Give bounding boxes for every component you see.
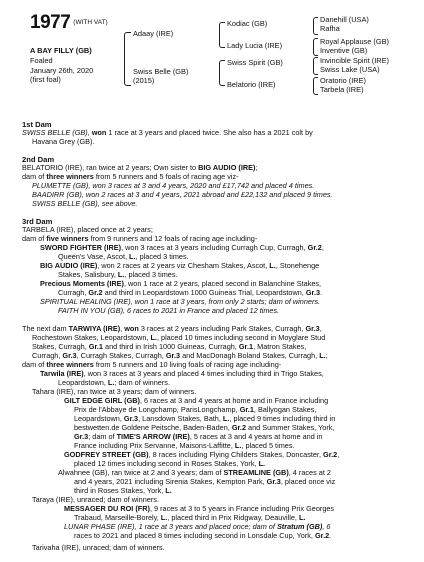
highlight-text: Gr.3 bbox=[62, 351, 77, 360]
body-text: Tahara (IRE), ran twice at 3 years; dam of winners. bbox=[32, 387, 197, 396]
greatgrand-2: Rafha bbox=[320, 24, 340, 33]
first-dam-won: won bbox=[89, 128, 107, 137]
body-text: , Lansdown Stakes, Bath, bbox=[138, 414, 223, 423]
body-text: , 6 bbox=[322, 522, 331, 531]
highlight-text: TARWIYA (IRE) bbox=[68, 324, 121, 333]
body-text: , placed 3 times. bbox=[124, 270, 178, 279]
body-text: , 8 races including Flying Childers Stakes, Doncaster, bbox=[148, 450, 324, 459]
body-text: Queen's Vase, Ascot, bbox=[58, 252, 130, 261]
foaled-date: January 26th, 2020 bbox=[30, 66, 94, 75]
highlight-text: STREAMLINE (GB) bbox=[223, 468, 289, 477]
highlight-text: Gr.2 bbox=[88, 288, 103, 297]
body-text: , Matron Stakes, bbox=[253, 342, 307, 351]
foaled-label: Foaled bbox=[30, 56, 53, 65]
second-dam-line-4: BAADIRR (GB), won 2 races at 3 and 4 years, 2021 abroad and £22,132 and placed 9 times. bbox=[32, 190, 333, 199]
second-dam-text-a: BELATORIO (IRE), ran twice at 2 years; Own sister to bbox=[22, 163, 199, 172]
greatgrand-8: Tarbela (IRE) bbox=[320, 85, 364, 94]
grandsire-1: Kodiac (GB) bbox=[227, 19, 268, 28]
body-text: Prix de l'Abbaye de Longchamp, ParisLongchamp, bbox=[74, 405, 240, 414]
greatgrand-4: Inventive (GB) bbox=[320, 46, 368, 55]
body-text: , won 3 races at 3 years including Curragh Cup, Curragh, bbox=[121, 243, 308, 252]
highlight-text: Gr.3 bbox=[165, 351, 181, 360]
highlight-text: TIME'S ARROW (IRE) bbox=[116, 432, 190, 441]
body-text: and third in Irish 1000 Guineas, Curragh, bbox=[102, 342, 239, 351]
highlight-text: L. bbox=[129, 252, 136, 261]
third-dam-title: 3rd Dam bbox=[22, 217, 53, 226]
highlight-text: GILT EDGE GIRL (GB) bbox=[64, 396, 140, 405]
body-text: Trabaud, Marseille-Borely, bbox=[74, 513, 161, 522]
body-text: , placed 9 times including third in bbox=[229, 414, 336, 423]
vat-note: (WITH VAT) bbox=[73, 19, 108, 26]
highlight-text: L. bbox=[234, 441, 242, 450]
body-text: , won 3 races at 3 years and placed 4 times including third in Trigo Stakes, bbox=[83, 369, 324, 378]
body-text: , Ballyogan Stakes, bbox=[253, 405, 317, 414]
body-text: dam of bbox=[22, 234, 47, 243]
body-text: dam of bbox=[22, 360, 47, 369]
highlight-text: Precious Moments (IRE) bbox=[40, 279, 124, 288]
highlight-text: Gr.2 bbox=[307, 243, 322, 252]
body-text: , placed 10 times including second in Moyglare Stud bbox=[156, 333, 326, 342]
body-text: . bbox=[320, 288, 323, 297]
highlight-text: Gr.2 bbox=[231, 423, 247, 432]
body-text: ; bbox=[325, 351, 328, 360]
highlight-text: five winners bbox=[46, 234, 89, 243]
body-text: , placed 5 times. bbox=[241, 441, 295, 450]
third-dam-line bbox=[58, 307, 279, 316]
body-text: , 6 races at 3 and 4 years at home and in France including bbox=[139, 396, 329, 405]
highlight-text: SWORD FIGHTER (IRE) bbox=[40, 243, 122, 252]
highlight-text: L. bbox=[117, 270, 125, 279]
body-text: , 9 races at 3 to 5 years in France including Prix Georges bbox=[149, 504, 335, 513]
ggs-brace-3 bbox=[313, 57, 318, 75]
body-text: The next dam bbox=[22, 324, 69, 333]
body-text: FAITH IN YOU (GB), 6 races to 2021 in France and placed 12 times. bbox=[58, 306, 280, 315]
highlight-text: Gr.3 bbox=[305, 324, 320, 333]
highlight-text: L. bbox=[222, 414, 230, 423]
body-text: , won 2 races at 2 years viz Chesham Stakes, Ascot, bbox=[97, 261, 270, 270]
body-text: , placed once viz bbox=[280, 477, 336, 486]
body-text: , Curragh Stakes, Curragh, bbox=[76, 351, 166, 360]
body-text: races to 2021 and placed 8 times including second in Lonsdale Cup, York, bbox=[74, 531, 315, 540]
body-text: 3 races at 2 years including Park Stakes, Curragh, bbox=[138, 324, 306, 333]
second-dam-line-3: PLUMETTE (GB), won 3 races at 3 and 4 years, 2020 and £17,742 and placed 4 times. bbox=[32, 181, 315, 190]
second-dam-title: 2nd Dam bbox=[22, 155, 55, 164]
body-text: , 4 races at 2 bbox=[288, 468, 331, 477]
highlight-text: Gr.3 bbox=[305, 288, 321, 297]
body-text: LUNAR PHASE (IRE), 1 race at 3 years and placed once; dam of bbox=[64, 522, 277, 531]
highlight-text: GODFREY STREET (GB) bbox=[64, 450, 149, 459]
body-text: Curragh, bbox=[58, 288, 89, 297]
highlight-text: L. bbox=[160, 513, 168, 522]
body-text: and 4 years, 2021 including Sirenia Stakes, Kempton Park, bbox=[74, 477, 267, 486]
body-text: France including Prix Servanne, Maisons-Laffitte, bbox=[74, 441, 235, 450]
body-text: and Summer Stakes, York, bbox=[246, 423, 335, 432]
body-text: SPIRITUAL HEALING (IRE), won 1 race at 3 years, from only 2 starts; dam of winners. bbox=[40, 297, 321, 306]
second-dam-l2-c: from 5 runners and 5 foals of racing age viz- bbox=[93, 172, 239, 181]
body-text: , bbox=[337, 450, 340, 459]
first-dam-title: 1st Dam bbox=[22, 120, 52, 129]
highlight-text: L. bbox=[165, 486, 172, 495]
body-text: third in Roses Stakes, York, bbox=[74, 486, 166, 495]
body-text: , placed 3 times. bbox=[135, 252, 189, 261]
highlight-text: won bbox=[124, 324, 139, 333]
sire-name: Adaay (IRE) bbox=[133, 29, 174, 38]
sire-brace bbox=[219, 22, 225, 48]
highlight-text: Gr.3 bbox=[74, 432, 89, 441]
first-dam-line-2: Havana Grey (GB). bbox=[32, 137, 95, 146]
body-text: , won 1 race at 2 years, placed second in Balanchine Stakes, bbox=[123, 279, 322, 288]
body-text: Rochestown Stakes, Leopardstown, bbox=[32, 333, 151, 342]
body-text: , bbox=[321, 243, 324, 252]
sire-dam-brace bbox=[124, 32, 131, 86]
highlight-text: three winners bbox=[46, 360, 94, 369]
ggs-brace-4 bbox=[313, 77, 318, 95]
body-text: placed 12 times including second in Roses Stakes, York, bbox=[74, 459, 259, 468]
grandsire-2: Lady Lucia (IRE) bbox=[227, 41, 283, 50]
highlight-text: L. bbox=[269, 261, 276, 270]
ggs-brace-2 bbox=[313, 38, 318, 56]
body-text: , bbox=[120, 324, 125, 333]
highlight-text: L. bbox=[319, 351, 326, 360]
body-text: , Stonehenge bbox=[275, 261, 320, 270]
body-text: bestwetten.de Goldene Peitsche, Baden-Baden, bbox=[74, 423, 232, 432]
body-text: Tarivaha (IRE), unraced; dam of winners. bbox=[32, 543, 165, 552]
body-text: , 5 races at 3 and 4 years at home and in bbox=[189, 432, 323, 441]
ggs-brace-1 bbox=[313, 17, 318, 35]
second-dam-l2-a: dam of bbox=[22, 172, 47, 181]
body-text: from 9 runners and 12 foals of racing age including- bbox=[88, 234, 258, 243]
body-text: Stakes, Salisbury, bbox=[58, 270, 118, 279]
greatgrand-6: Swiss Lake (USA) bbox=[320, 65, 380, 74]
body-text: from 5 runners and 10 living foals of racing age including- bbox=[93, 360, 282, 369]
body-text: . bbox=[329, 531, 332, 540]
body-text: and MacDonagh Boland Stakes, Curragh, bbox=[180, 351, 320, 360]
second-dam-text-c: ; bbox=[255, 163, 258, 172]
second-dam-line-5: SWISS BELLE (GB), see above. bbox=[32, 199, 138, 208]
highlight-text: Gr.1 bbox=[238, 342, 254, 351]
third-dam-line bbox=[74, 532, 331, 541]
highlight-text: L. bbox=[298, 513, 306, 522]
highlight-text: Gr.3 bbox=[123, 414, 139, 423]
body-text: and third in Leopardstown 1000 Guineas Trial, Leopardstown, bbox=[102, 288, 306, 297]
body-text: TARBELA (IRE), placed once at 2 years; bbox=[22, 225, 153, 234]
highlight-text: Gr.3 bbox=[266, 477, 281, 486]
highlight-text: Stratum (GB) bbox=[276, 522, 323, 531]
highlight-text: Gr.1 bbox=[88, 342, 103, 351]
grandsire-3: Swiss Spirit (GB) bbox=[227, 58, 283, 67]
body-text: ; dam of bbox=[88, 432, 117, 441]
body-text: , bbox=[319, 324, 322, 333]
highlight-text: Tarwila (IRE) bbox=[40, 369, 84, 378]
highlight-text: Gr.2 bbox=[323, 450, 338, 459]
third-dam-line bbox=[32, 544, 165, 553]
highlight-text: L. bbox=[258, 459, 266, 468]
body-text: Stakes, Curragh, bbox=[32, 342, 89, 351]
first-foal-note: (first foal) bbox=[30, 75, 61, 84]
greatgrand-5: Invincible Spirit (IRE) bbox=[320, 56, 389, 65]
first-dam-name: SWISS BELLE (GB), bbox=[22, 128, 90, 137]
grandsire-4: Belatorio (IRE) bbox=[227, 80, 276, 89]
body-text: Curragh, bbox=[32, 351, 63, 360]
lot-year: 1977 bbox=[30, 12, 71, 33]
greatgrand-3: Royal Applause (GB) bbox=[320, 37, 390, 46]
greatgrand-1: Danehill (USA) bbox=[320, 15, 369, 24]
body-text: Alwahnee (GB), ran twice at 2 and 3 years; dam of bbox=[58, 468, 224, 477]
filly-name: A BAY FILLY (GB) bbox=[30, 46, 92, 55]
first-dam-text: 1 race at 3 years and placed twice. She also has a 2021 colt by bbox=[106, 128, 313, 137]
second-dam-winners: three winners bbox=[46, 172, 94, 181]
body-text: , placed third in Prix Ridgway, Deauville, bbox=[167, 513, 299, 522]
body-text: Leopardstown, bbox=[58, 378, 108, 387]
second-dam-sister: BIG AUDIO (IRE) bbox=[198, 163, 256, 172]
dam-year: (2015) bbox=[133, 76, 155, 85]
highlight-text: MESSAGER DU ROI (FR) bbox=[64, 504, 150, 513]
body-text: ; dam of winners. bbox=[114, 378, 170, 387]
body-text: Leopardstown, bbox=[74, 414, 124, 423]
highlight-text: Gr.1 bbox=[239, 405, 254, 414]
highlight-text: BIG AUDIO (IRE) bbox=[40, 261, 98, 270]
dam-name: Swiss Belle (GB) bbox=[133, 67, 189, 76]
highlight-text: L. bbox=[107, 378, 115, 387]
lot-number bbox=[30, 12, 108, 34]
body-text: Taraya (IRE), unraced; dam of winners. bbox=[32, 495, 159, 504]
highlight-text: L. bbox=[150, 333, 157, 342]
highlight-text: Gr.2 bbox=[314, 531, 330, 540]
dam-brace bbox=[219, 60, 225, 86]
greatgrand-7: Oratorio (IRE) bbox=[320, 76, 366, 85]
